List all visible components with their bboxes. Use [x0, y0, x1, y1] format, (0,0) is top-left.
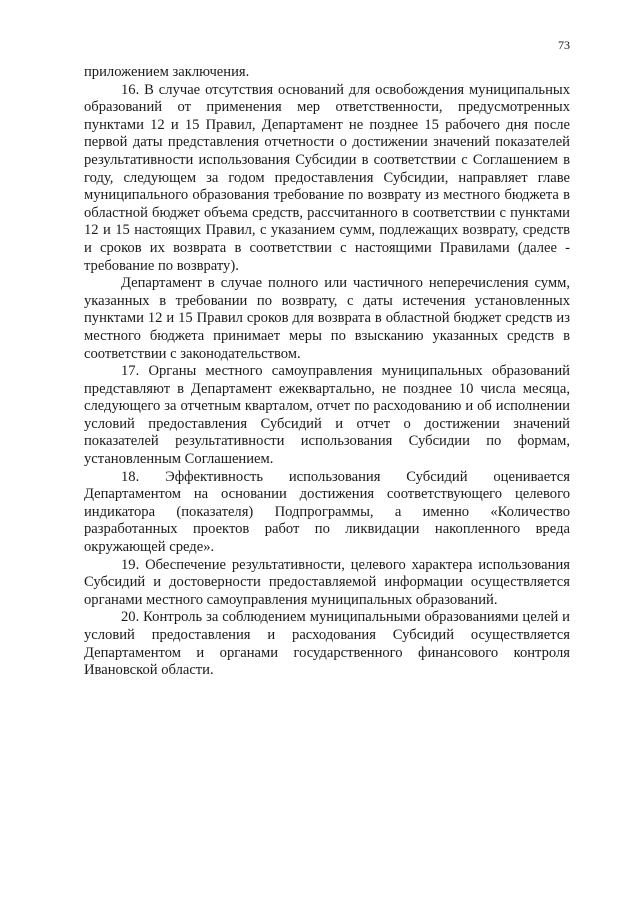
document-body: [84, 64, 570, 680]
paragraph-19: 19. Обеспечение результативности, целевого характера использования Субсидий и достоверности предоставляемой информации осуществляется органами местного самоуправления муниципальных образований.: [84, 556, 570, 608]
paragraph-continuation: приложением заключения.: [84, 64, 250, 80]
paragraph-16: 16. В случае отсутствия оснований для освобождения муниципальных образований от применения мер ответственности, предусмотренных пунктами 12 и 15 Правил, Департамент не позднее 15 рабочего дня после первой даты представления отчетности о достижении значений показателей результативности использования Субсидии в соответствии с Соглашением в году, следующем за годом предоставления Субсидии, направляет главе муниципального образования требование по возврату из местного бюджета в областной бюджет объема средств, рассчитанного в соответствии с пунктами 12 и 15 настоящих Правил, с указанием сумм, подлежащих возврату, средств и сроков их возврата в соответствии с настоящими Правилами (далее - требование по возврату).: [84, 81, 570, 274]
paragraph-20: 20. Контроль за соблюдением муниципальными образованиями целей и условий предоставления и расходования Субсидий осуществляется Департаментом и органами государственного финансового контроля Ивановской области.: [84, 609, 570, 679]
paragraph-16-department: Департамент в случае полного или частичного неперечисления сумм, указанных в требовании по возврату, с даты истечения установленных пунктами 12 и 15 Правил сроков для возврата в областной бюджет средств из местного бюджета принимает меры по взысканию указанных средств в соответствии с законодательством.: [84, 275, 570, 362]
paragraph-18: 18. Эффективность использования Субсидий оценивается Департаментом на основании достижения соответствующего целевого индикатора (показателя) Подпрограммы, а именно «Количество разработанных проектов работ по ликвидации накопленного вреда окружающей среде».: [84, 468, 570, 556]
paragraph-17: 17. Органы местного самоуправления муниципальных образований представляют в Департамент ежеквартально, не позднее 10 числа месяца, следующего за отчетным кварталом, отчет по расходованию и об исполнении условий предоставления Субсидий и отчет о достижении значений показателей результативности использования Субсидии по формам, установленным Соглашением.: [84, 363, 570, 468]
page-number: 73: [558, 38, 570, 52]
